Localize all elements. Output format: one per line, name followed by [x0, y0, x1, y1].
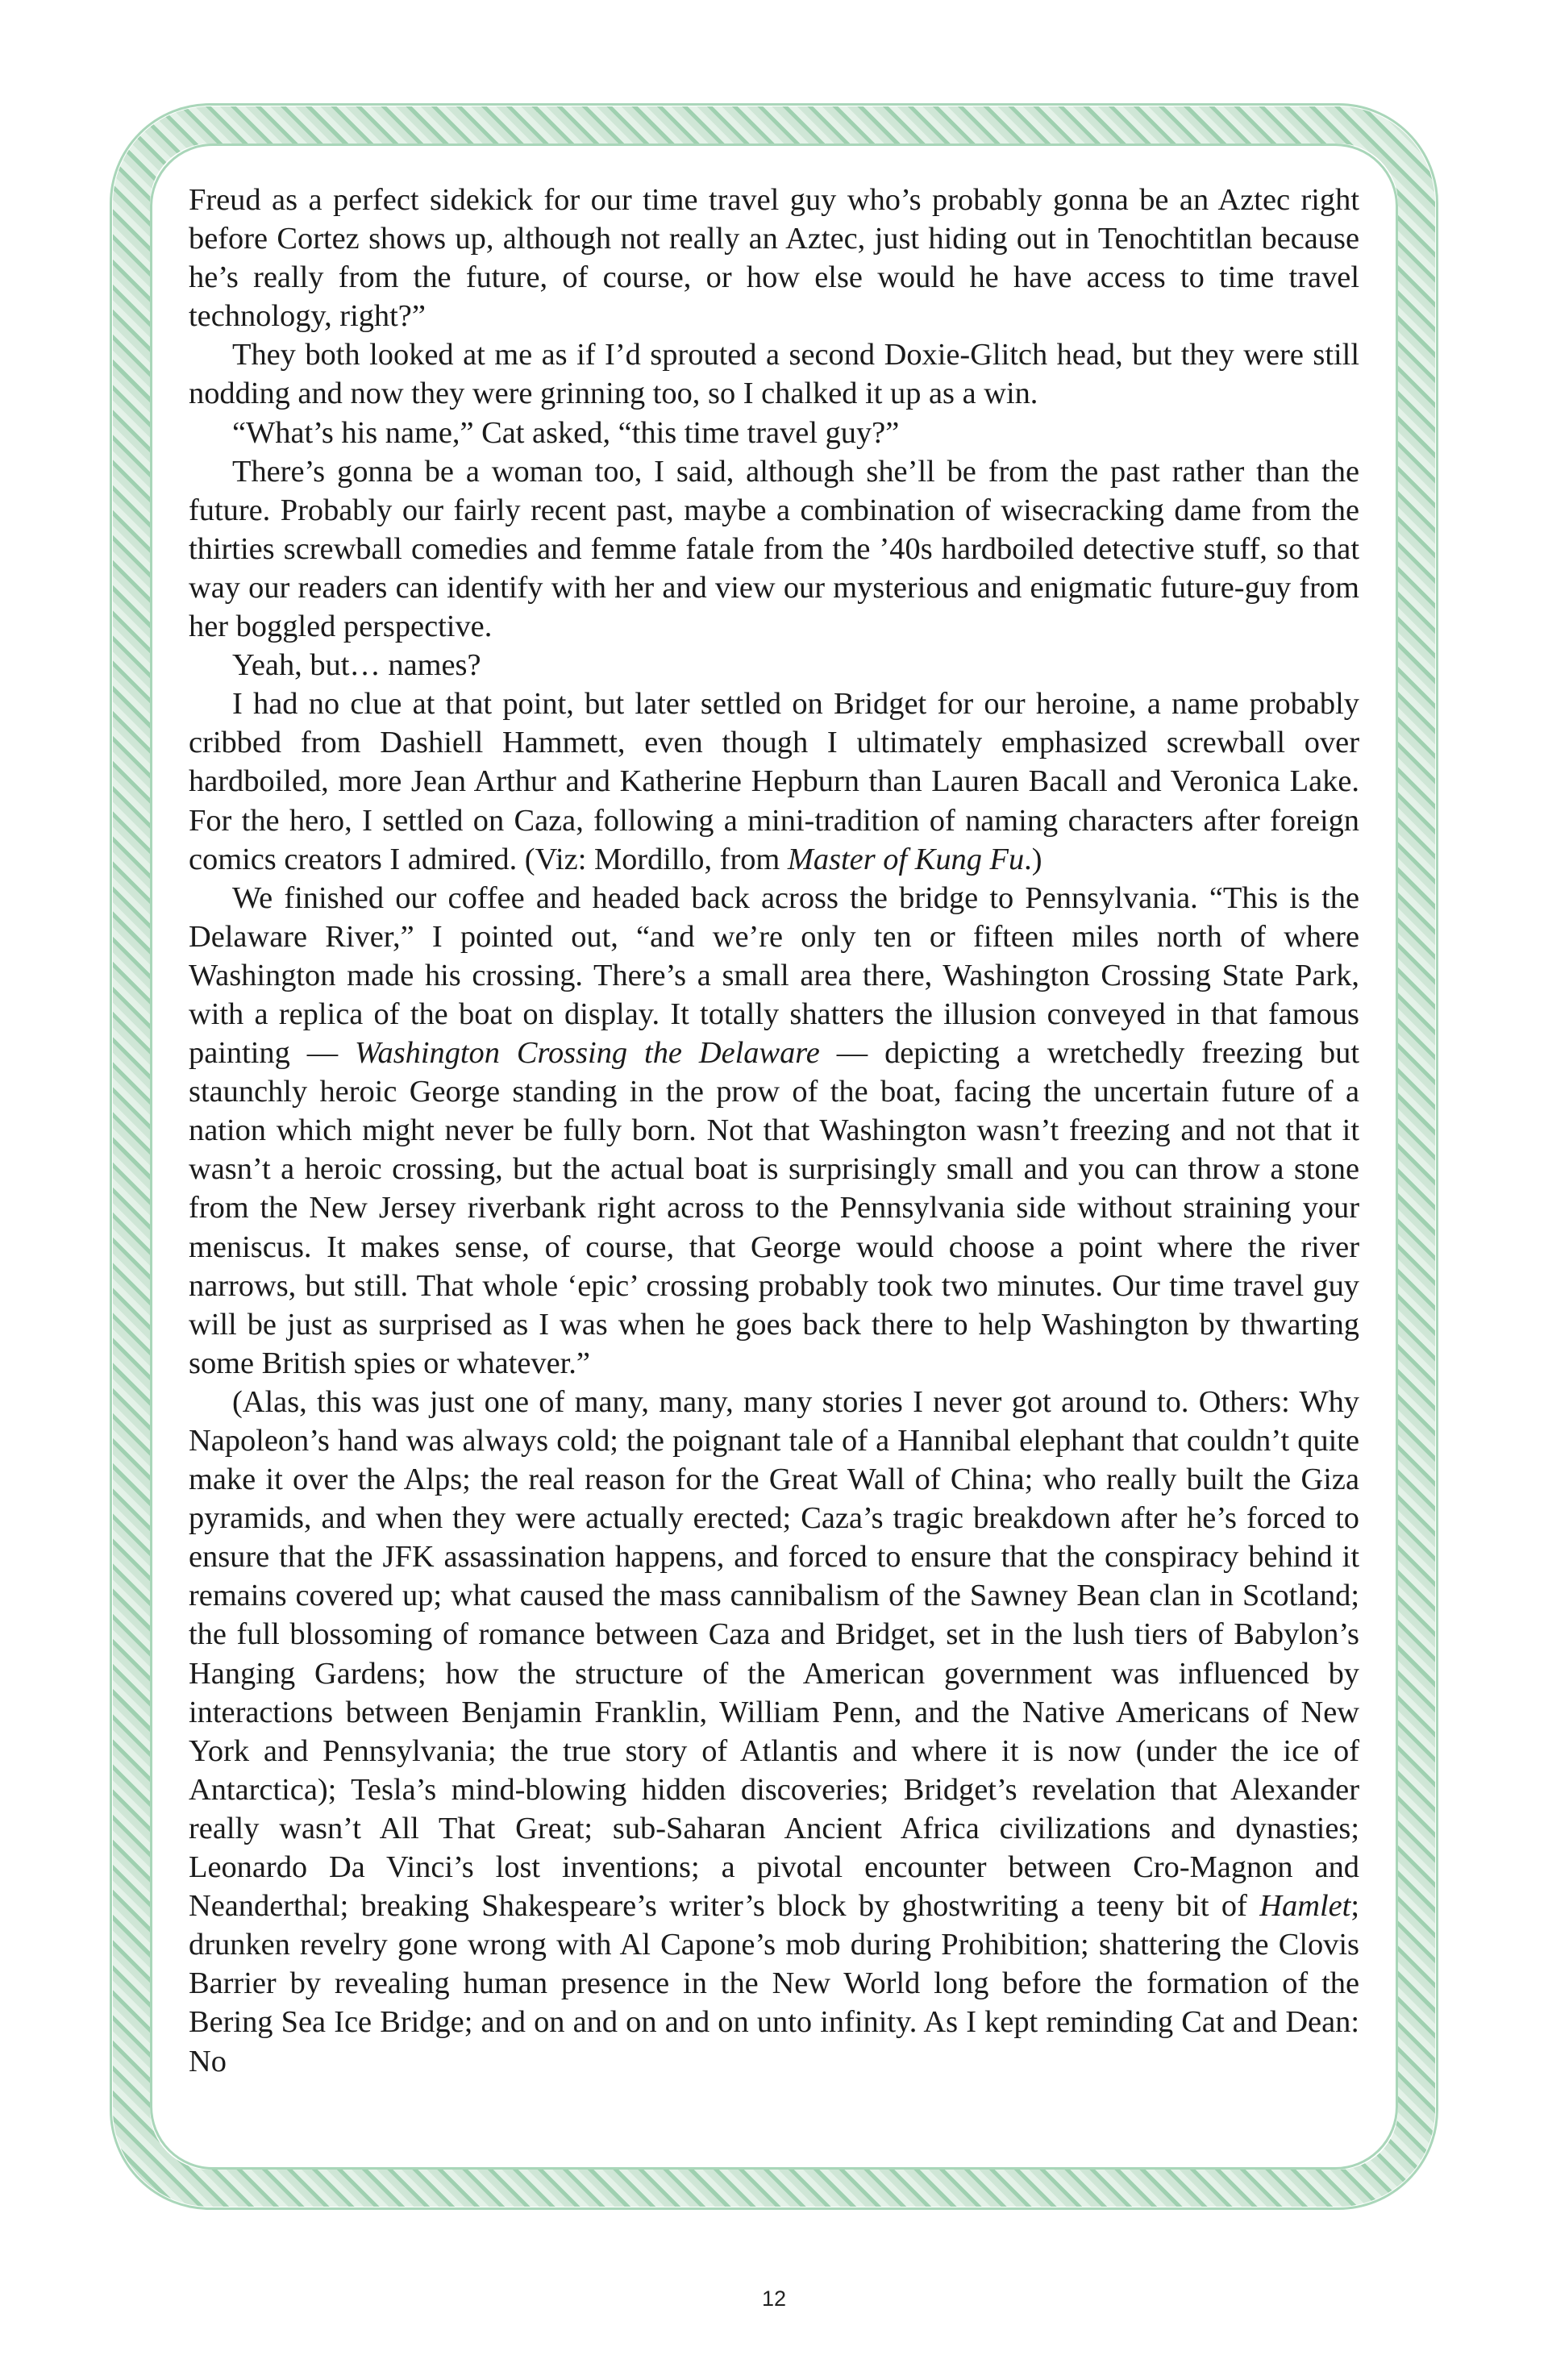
painting-title: Washington Crossing the Delaware [355, 1036, 820, 1071]
paragraph-8-text-before: (Alas, this was just one of many, many, many stories I never got around to. Others: Why Napoleon’s hand was always cold; the poignant tale of a Hannibal elephant that couldn’t quite make it over the Alps; the real reason for the Great Wall of China; who really built the Giza pyramids, and when they were actually erected; Caza’s tragic breakdown after he’s forced to ensure that the JFK assassination happens, and forced to ensure that the conspiracy behind it remains covered up; what caused the mass cannibalism of the Sawney Bean clan in Scotland; the full blossoming of romance between Caza and Bridget, set in the lush tiers of Babylon’s Hanging Gardens; how the structure of the American government was influenced by interactions between Benjamin Franklin, William Penn, and the Native Americans of New York and Pennsylvania; the true story of Atlantis and where it is now (under the ice of Antarctica); Tesla’s mind-blowing hidden discoveries; Bridget’s revelation that Alexander really wasn’t All That Great; sub-Saharan Ancient Africa civilizations and dynasties; Leonardo Da Vinci’s lost inventions; a pivotal encounter between Cro-Magnon and Neanderthal; breaking Shakespeare’s writer’s block by ghostwriting a teeny bit of [189, 1384, 1359, 1924]
paragraph-3: “What’s his name,” Cat asked, “this time travel guy?” [232, 415, 900, 450]
page-number: 12 [761, 2286, 787, 2311]
paragraph-8 [189, 1383, 1359, 2081]
paragraph-7 [189, 879, 1359, 1383]
paragraph-6-text-after: .) [1024, 842, 1042, 876]
paragraph-1: Freud as a perfect sidekick for our time travel guy who’s probably gonna be an Aztec right before Cortez shows up, although not really an Aztec, just hiding out in Tenochtitlan because he’s really from the future, of course, or how else would he have access to time travel technology, right?” [189, 183, 1359, 334]
play-title-hamlet: Hamlet [1259, 1889, 1351, 1924]
paragraph-6 [189, 684, 1359, 878]
paragraph-6-text-before: I had no clue at that point, but later settled on Bridget for our heroine, a name probably cribbed from Dashiell Hammett, even though I ultimately emphasized screwball over hardboiled, more Jean Arthur and Katherine Hepburn than Lauren Bacall and Veronica Lake. For the hero, I settled on Caza, following a mini-tradition of naming characters after foreign comics creators I admired. (Viz: Mordillo, from [189, 687, 1359, 876]
paragraph-7-text-after: — depicting a wretchedly freezing but staunchly heroic George standing in the prow of the boat, facing the uncertain future of a nation which might never be fully born. Not that Washington wasn’t freezing and not that it wasn’t a heroic crossing, but the actual boat is surprisingly small and you can throw a stone from the New Jersey riverbank right across to the Pennsylvania side without straining your meniscus. It makes sense, of course, that George would choose a point where the river narrows, but still. That whole ‘epic’ crossing probably took two minutes. Our time travel guy will be just as surprised as I was when he goes back there to help Washington by thwarting some British spies or whatever.” [189, 1036, 1359, 1380]
book-title-master-of-kung-fu: Master of Kung Fu [787, 842, 1025, 876]
paragraph-2: They both looked at me as if I’d sprouted a second Doxie-Glitch head, but they were still nodding and now they were grinning too, so I chalked it up as a win. [189, 338, 1359, 411]
paragraph-8-text-after: ; drunken revelry gone wrong with Al Capone’s mob during Prohibition; shattering the Clovis Barrier by revealing human presence in the New World long before the formation of the Bering Sea Ice Bridge; and on and on and on unto infinity. As I kept reminding Cat and Dean: No [189, 1889, 1359, 2078]
paragraph-5: Yeah, but… names? [232, 648, 481, 683]
paragraph-4: There’s gonna be a woman too, I said, although she’ll be from the past rather than the future. Probably our fairly recent past, maybe a combination of wisecracking dame from the thirties screwball comedies and femme fatale from the ’40s hardboiled detective stuff, so that way our readers can identify with her and view our mysterious and enigmatic future-guy from her boggled perspective. [189, 454, 1359, 644]
paragraph-7-text-before: We finished our coffee and headed back across the bridge to Pennsylvania. “This is the Delaware River,” I pointed out, “and we’re only ten or fifteen miles north of where Washington made his crossing. There’s a small area there, Washington Crossing State Park, with a replica of the boat on display. It totally shatters the illusion conveyed in that famous painting — [189, 880, 1359, 1071]
body-text [189, 181, 1359, 2081]
